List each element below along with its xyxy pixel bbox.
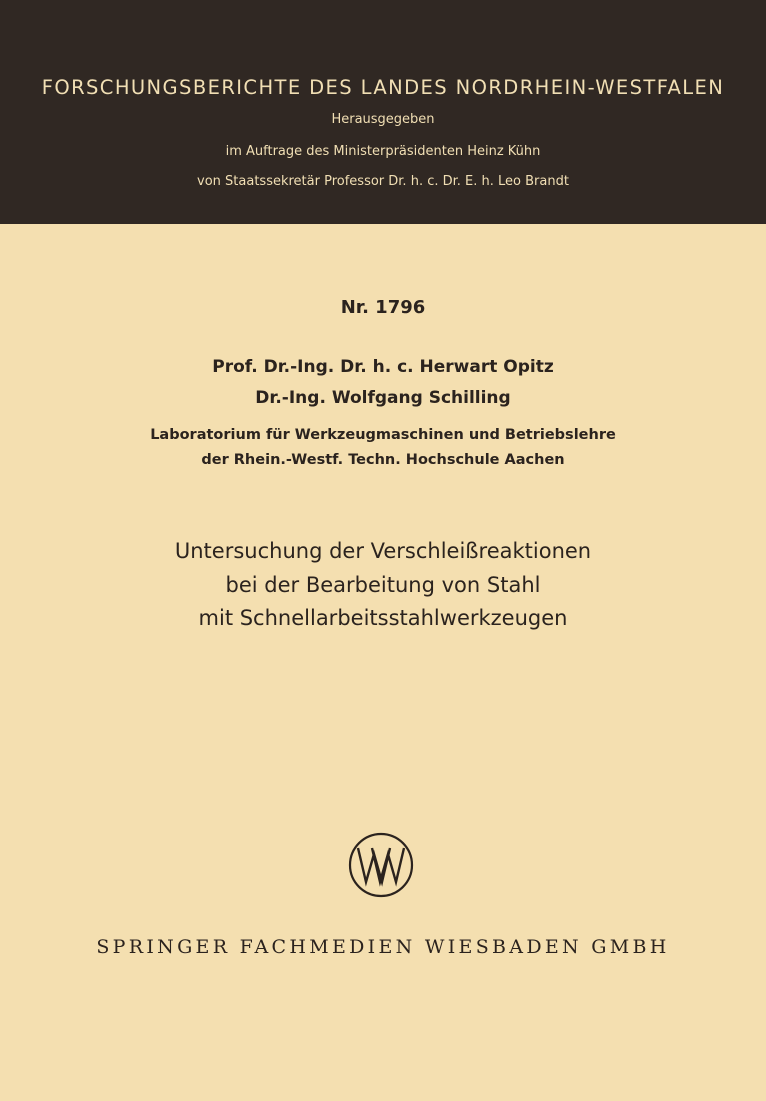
title-line-1: Untersuchung der Verschleißreaktionen [174, 539, 592, 563]
title-line-2: bei der Bearbeitung von Stahl [225, 573, 541, 597]
publisher-name: SPRINGER FACHMEDIEN WIESBADEN GMBH [96, 936, 670, 958]
author-1: Prof. Dr.-Ing. Dr. h. c. Herwart Opitz [212, 357, 554, 377]
report-number: Nr. 1796 [340, 297, 426, 318]
institution-line-1: Laboratorium für Werkzeugmaschinen und Betriebslehre [150, 427, 616, 443]
header-band [0, 0, 766, 224]
editor-line-1: Herausgegeben [331, 112, 435, 127]
editor-line-2: im Auftrage des Ministerpräsidenten Heinz Kühn [225, 144, 541, 159]
editor-line-3: von Staatssekretär Professor Dr. h. c. Dr. E. h. Leo Brandt [197, 174, 569, 189]
publisher-logo-icon [348, 832, 414, 898]
institution-line-2: der Rhein.-Westf. Techn. Hochschule Aachen [201, 452, 565, 468]
author-2: Dr.-Ing. Wolfgang Schilling [255, 388, 511, 408]
title-line-3: mit Schnellarbeitsstahlwerkzeugen [198, 606, 568, 630]
series-title: FORSCHUNGSBERICHTE DES LANDES NORDRHEIN-WESTFALEN [41, 76, 725, 99]
